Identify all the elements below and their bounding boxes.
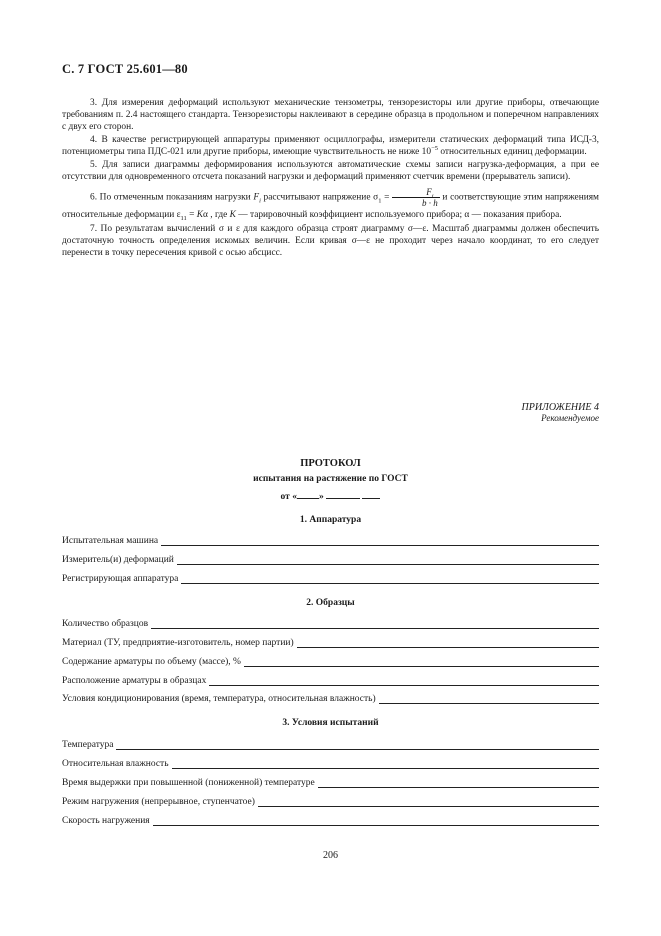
p6-eq: = [381,192,393,203]
paragraph-4 [62,134,599,158]
p6-sub-i: i [259,197,261,205]
paragraph-3: 3. Для измерения деформаций используют механические тензометры, тензорезисторы или другие приборы, отвечающие требованиям п. 2.4 настоящего стандарта. Тензорезисторы наклеивают в середине образца в продольном и поперечном направлениях с двух его сторон. [62,98,599,132]
paragraph-5: 5. Для записи диаграммы деформирования используются автоматические схемы записи нагрузка-деформация, а при ее отсутствии для одновременного отсчета показаний нагрузки и деформаций применяют счетчик времени (прерыватель записи). [62,160,599,182]
field-label: Содержание арматуры по объему (массе), % [62,657,241,667]
field-label: Скорость нагружения [62,816,150,826]
form-field[interactable] [62,654,599,667]
form-field[interactable] [62,552,599,565]
p6-eps-sub: 11 [180,214,187,222]
fraction-numerator [392,187,440,198]
field-label: Условия кондиционирования (время, температура, относительная влажность) [62,694,376,704]
form-field[interactable] [62,775,599,788]
appendix-label [522,402,600,424]
p6-text-b: рассчитывают напряжение σ [260,192,379,203]
paragraph-4-end: относительных единиц деформации. [437,147,587,157]
field-line[interactable] [116,740,599,750]
field-label: Испытательная машина [62,536,159,546]
numerator-sub: i [431,192,434,200]
date-year-blank[interactable] [362,490,380,499]
form-field[interactable] [62,673,599,686]
date-month-blank[interactable] [326,490,360,499]
field-label: Материал (ТУ, предприятие-изготовитель, номер партии) [62,638,294,648]
form-field[interactable] [62,533,599,546]
field-label: Регистрирующая аппаратура [62,574,179,584]
appendix-title: ПРИЛОЖЕНИЕ 4 [521,402,599,413]
p6-text-e: α , где [203,210,230,220]
field-label: Температура [62,740,114,750]
field-line[interactable] [181,574,599,584]
p6-var-F: F [253,192,260,203]
page-header: С. 7 ГОСТ 25.601—80 [62,62,188,76]
field-label: Расположение арматуры в образцах [62,676,207,686]
field-line[interactable] [297,638,599,648]
field-line[interactable] [379,694,599,704]
field-line[interactable] [161,536,599,546]
field-line[interactable] [244,657,599,667]
exponent: −5 [431,144,438,152]
field-label: Режим нагружения (непрерывное, ступенчатое) [62,797,255,807]
form-field[interactable] [62,616,599,629]
form-field[interactable] [62,635,599,648]
p6-var-K2: K [229,210,236,220]
paragraph-4-text: 4. В качестве регистрирующей аппаратуры применяют осциллографы, измерители статических деформаций типа ИСД-3, потенциометры типа ПДС-021 или другие приборы, имеющие чувствительность не ниже 10 [62,135,599,157]
paragraph-6 [62,187,599,222]
date-open: от « [280,492,297,502]
field-line[interactable] [318,778,599,788]
field-line[interactable] [258,797,599,807]
p6-text-c: и соответствующие этим напряжениям относительные деформации ε [62,192,599,220]
field-line[interactable] [172,759,599,769]
field-line[interactable] [209,676,599,686]
section-2-heading: 2. Образцы [306,598,355,608]
form-field[interactable] [62,737,599,750]
field-line[interactable] [177,555,599,565]
field-line[interactable] [151,619,599,629]
field-label: Время выдержки при повышенной (пониженной) температуре [62,778,315,788]
field-label: Относительная влажность [62,759,169,769]
protocol-title: ПРОТОКОЛ [300,458,361,469]
p6-text-a: 6. По отмеченным показаниям нагрузки [90,192,254,203]
p6-text-f: — тарировочный коэффициент используемого прибора; α — показания прибора. [235,210,562,220]
form-field[interactable] [62,756,599,769]
p6-sigma-sub: 1 [378,197,382,205]
section-1-heading: 1. Аппаратура [299,515,362,525]
form-field[interactable] [62,571,599,584]
p6-text-d: = [186,210,197,220]
field-label: Количество образцов [62,619,149,629]
field-label: Измеритель(и) деформаций [62,555,174,565]
form-field[interactable] [62,794,599,807]
form-field[interactable] [62,813,599,826]
numerator-F: F [426,187,432,197]
appendix-subtitle: Рекомендуемое [541,413,599,423]
form-field[interactable] [62,691,599,704]
fraction-denominator: b · h [422,198,438,208]
body-text [62,97,599,259]
field-line[interactable] [153,816,599,826]
page-number: 206 [323,850,338,861]
date-day-blank[interactable] [297,490,319,499]
paragraph-7: 7. По результатам вычислений σ и ε для каждого образца строят диаграмму σ—ε. Масштаб диаграммы должен обеспечить достаточную точность определения искомых величин. Если кривая σ—ε не проходит через начало координат, то его следует перенести в точку пересечения кривой с осью абсцисс. [62,224,599,258]
p6-var-K: K [196,210,204,220]
protocol-subtitle: испытания на растяжение по ГОСТ [253,474,408,484]
date-close: » [318,492,324,502]
protocol-date [0,490,661,502]
stress-fraction [392,187,440,208]
section-3-heading: 3. Условия испытаний [282,718,379,728]
